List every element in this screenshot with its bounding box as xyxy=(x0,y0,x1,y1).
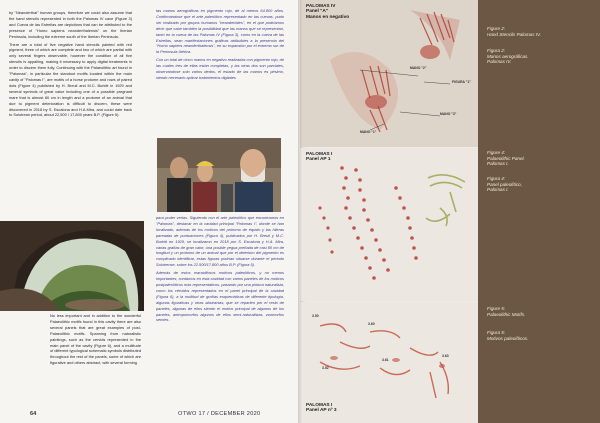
explorers-photo xyxy=(157,138,281,212)
caption-figure-2-en xyxy=(487,26,597,37)
caption-figure-4-en xyxy=(487,150,597,167)
caption-line: Palaeolithic Panel. xyxy=(487,155,525,161)
spanish-column-bottom xyxy=(156,215,284,325)
caption-line: Palomas I. xyxy=(487,161,509,167)
label-mano-2: MANO "2" xyxy=(410,66,427,70)
caption-figure-5-en xyxy=(487,306,597,317)
caption-line: Figure 5: xyxy=(487,306,506,311)
figure-palomas-iv xyxy=(300,0,478,147)
figure-palomas-i-ap1 xyxy=(300,148,478,301)
english-column-top xyxy=(9,10,132,120)
scale-label: 3.61 xyxy=(382,358,389,362)
book-spine-shadow xyxy=(298,0,302,423)
caption-figure-4-es xyxy=(487,176,597,193)
caption-line: Palomas I. xyxy=(487,187,509,193)
paragraph: tas manos aerográficas en pigmento rojo, de al menos 64.800 años. Confirmándose que el arte paleolítico representado en las cuevas, pudo ser realizado por grupos humanos "neandertales", en el que podríamos decir que cabe también la posibilidad que las manos que se representan, tanto en la cueva de las Palomas IV (Figura 3), como en la cueva de las Estrellas, sean manifestaciones gráficas atribuibles a la presencia del "Homo sapiens neanderthalensis", en su expansión por el extremo sur de la Península Ibérica. xyxy=(156,8,284,55)
figure-title-line: Panel AP 1 xyxy=(306,157,331,163)
paragraph: Además de estos maravillosos motivos paleolíticos, y no menos importantes, contamos en esta cavidad con varios paneles de los motivos postpaleolíticos más representativos, pasando por una pintura naturalista, como los cérvidos representados en el panel principal de la cavidad (Figura 6), a la multitud de grafías esquemáticas de diferente tipología, algunas figurativas y otras abstractas, que se reparten por el resto de paneles, algunas de ellos siendo el motivo principal de algunos de los paneles, antropomorfos algunos de ellos semi-naturalistas, zoomorfos semies- xyxy=(156,270,284,323)
caption-line: Figura 2: xyxy=(487,48,506,53)
figure-title-line: PALOMAS I xyxy=(306,152,333,157)
label-figura-1: FIGURA "1" xyxy=(452,80,471,84)
caption-line: Motivos paleolíticos. xyxy=(487,335,529,341)
figure-title xyxy=(306,403,337,414)
paragraph: by "Neanderthal" human groups, therefore we could also assume that the hand stencils represented in both the Palomas IV cave (Figure 3) and Cueva de las Estrellas are depictions that can be attributed to the presence of "Homo sapiens neanderthalensis" on the Iberian Peninsula, including the extreme south of the Iberian Peninsula. xyxy=(9,10,132,39)
figure-title-line: PALOMAS IV xyxy=(306,4,336,9)
caption-line: Hand Stencils Palomas IV. xyxy=(487,31,542,37)
caption-line: Figure 4: xyxy=(487,150,506,155)
caption-figure-5-es xyxy=(487,330,597,341)
caption-line: Figura 4: xyxy=(487,176,506,181)
label-mano-3: MANO "3" xyxy=(440,112,457,116)
caption-line: Figura 5: xyxy=(487,330,506,335)
scale-label: 3.60 xyxy=(368,322,375,326)
english-column-bottom xyxy=(50,313,141,368)
paragraph: para poder verlas. Siguiendo con el arte paleolítico que encontramos en "Palomas", destacar en la cavidad principal "Palomas I", donde se han localizado, además de los motivos del prótomo de équido y las hileras pareadas de puntuaciones (Figura 4), publicados por H. Breuil y M.C. Burkitt en 1929, se localizaron en 2018 por S. Escalona y H.A. Mira, varias grafías de gran valor, una posible yegua preñada de casi 80 cm de longitud y un prótomo de un animal que por el deterioro del pigmento es complicado identificar, estas figuras podrían situarse durante el periodo Solutrense, sobre los 22.500/17.800 años B.P. (Figura 5). xyxy=(156,215,284,268)
figure-title-line: Panel "A" xyxy=(306,9,329,15)
caption-line: Figure 2: xyxy=(487,26,506,31)
figure-title-line: PALOMAS I xyxy=(306,403,333,408)
paragraph: No less important and in addition to the wonderful Palaeolithic motifs found in this cavity there are also several panels that are great examples of post-Palaeolithic motifs. Spanning from naturalistic paintings, such as the cervids represented in the main panel of the cavity (Figure 6), and a multitude of different typological schematic symbols distributed throughout the rest of the panels, some of which are figurative and others abstract, with several forming xyxy=(50,313,141,366)
scale-label: 3.52 xyxy=(322,366,329,370)
label-mano-1: MANO "1" xyxy=(360,130,377,134)
scale-label: 3.63 xyxy=(442,354,449,358)
figure-title xyxy=(306,4,349,20)
caption-line: Manos aerográficas. xyxy=(487,53,529,59)
spanish-column-top xyxy=(156,8,284,83)
figure-title-line: Manos en negativo xyxy=(306,14,350,20)
cave-entrance-photo xyxy=(0,221,144,311)
caption-line: Panel paleolítico, xyxy=(487,181,522,187)
caption-line: Palaeolithic Motifs. xyxy=(487,311,526,317)
caption-figure-2-es xyxy=(487,48,597,65)
scale-label: 3.50 xyxy=(312,314,319,318)
issue-footer: OTWO 17 / DECEMBER 2020 xyxy=(178,411,261,417)
figure-title xyxy=(306,152,332,163)
figure-title-line: Panel AP nº 3 xyxy=(306,408,337,414)
caption-line: Palomas IV. xyxy=(487,59,512,65)
paragraph: There are a total of five negative hand stencils painted with red pigment, three of which are complete and two of which are partial with only several fingers observable, however the condition of all five stencils is appalling, making it necessary to apply digital treatments in order to discern them fully. Continuing with the Palaeolithic art found in "Palomas", in particular the standout motifs located within the main cavity of "Palomas I", are motifs of a horse protome and rows of paired dots (Figure 4) published by H. Breuil and M.C. Burkitt in 1929 and several symbols of great value including one of a possible pregnant mare that is almost 80 cm in length and a protome of an animal that due to pigment deterioration is difficult to discern, these were discovered in 2018 by S. Escalona and H.A Mira, and could date back to Solutrean period, about 22,500 / 17,800 years B.P. (Figure 5). xyxy=(9,41,132,118)
paragraph: Con un total de cinco manos en negativo realizadas con pigmento rojo, de las cuales tres de ellas están completas, y las otras dos son parciales, observándose solo varios dedos, el estado de las manos es pésimo, siendo necesario aplicar tratamientos digitales xyxy=(156,57,284,80)
page-number: 64 xyxy=(30,411,37,417)
figure-palomas-i-ap3 xyxy=(300,302,478,423)
